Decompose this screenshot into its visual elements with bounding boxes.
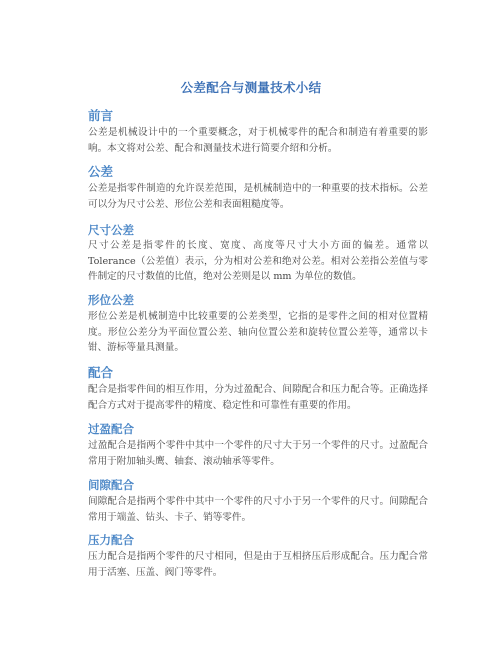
section-body-preface: 公差是机械设计中的一个重要概念，对于机械零件的配合和制造有着重要的影响。本文将对公差、配合和测量技术进行简要介绍和分析。 xyxy=(88,127,428,154)
section-body-fit: 配合是指零件间的相互作用，分为过盈配合、间隙配合和压力配合等。正确选择配合方式对于提高零件的精度、稳定性和可靠性有重要的作用。 xyxy=(88,384,428,411)
section-body-geometric-tolerance: 形位公差是机械制造中比较重要的公差类型，它指的是零件之间的相对位置精度。形位公差分为平面位置公差、轴向位置公差和旋转位置公差等，通常以卡钳、游标等量具测量。 xyxy=(88,311,428,353)
section-heading-fit: 配合 xyxy=(88,365,114,380)
section-heading-press-fit: 压力配合 xyxy=(88,533,134,547)
section-body-press-fit: 压力配合是指两个零件的尺寸相同，但是由于互相挤压后形成配合。压力配合常用于活塞、压盖、阀门等零件。 xyxy=(88,551,428,578)
section-body-tolerance: 公差是指零件制造的允许误差范围，是机械制造中的一种重要的技术指标。公差可以分为尺寸公差、形位公差和表面粗糙度等。 xyxy=(88,183,428,210)
section-heading-dimension-tolerance: 尺寸公差 xyxy=(88,223,134,237)
section-heading-clearance-fit: 间隙配合 xyxy=(88,478,134,492)
document-title: 公差配合与测量技术小结 xyxy=(180,80,322,95)
section-heading-tolerance: 公差 xyxy=(88,164,114,179)
section-body-interference-fit: 过盈配合是指两个零件中其中一个零件的尺寸大于另一个零件的尺寸。过盈配合常用于附加轴头鹰、轴套、滚动轴承等零件。 xyxy=(88,440,428,467)
section-body-dimension-tolerance: 尺寸公差是指零件的长度、宽度、高度等尺寸大小方面的偏差。通常以Tolerance（公差值）表示，分为相对公差和绝对公差。相对公差指公差值与零件制定的尺寸数值的比值，绝对公差则是以 mm 为单位的数值。 xyxy=(88,240,428,282)
section-body-clearance-fit: 间隙配合是指两个零件中其中一个零件的尺寸小于另一个零件的尺寸。间隙配合常用于端盖、钻头、卡子、销等零件。 xyxy=(88,496,428,523)
section-heading-geometric-tolerance: 形位公差 xyxy=(88,293,134,307)
section-heading-interference-fit: 过盈配合 xyxy=(88,422,134,436)
section-heading-preface: 前言 xyxy=(88,108,114,123)
